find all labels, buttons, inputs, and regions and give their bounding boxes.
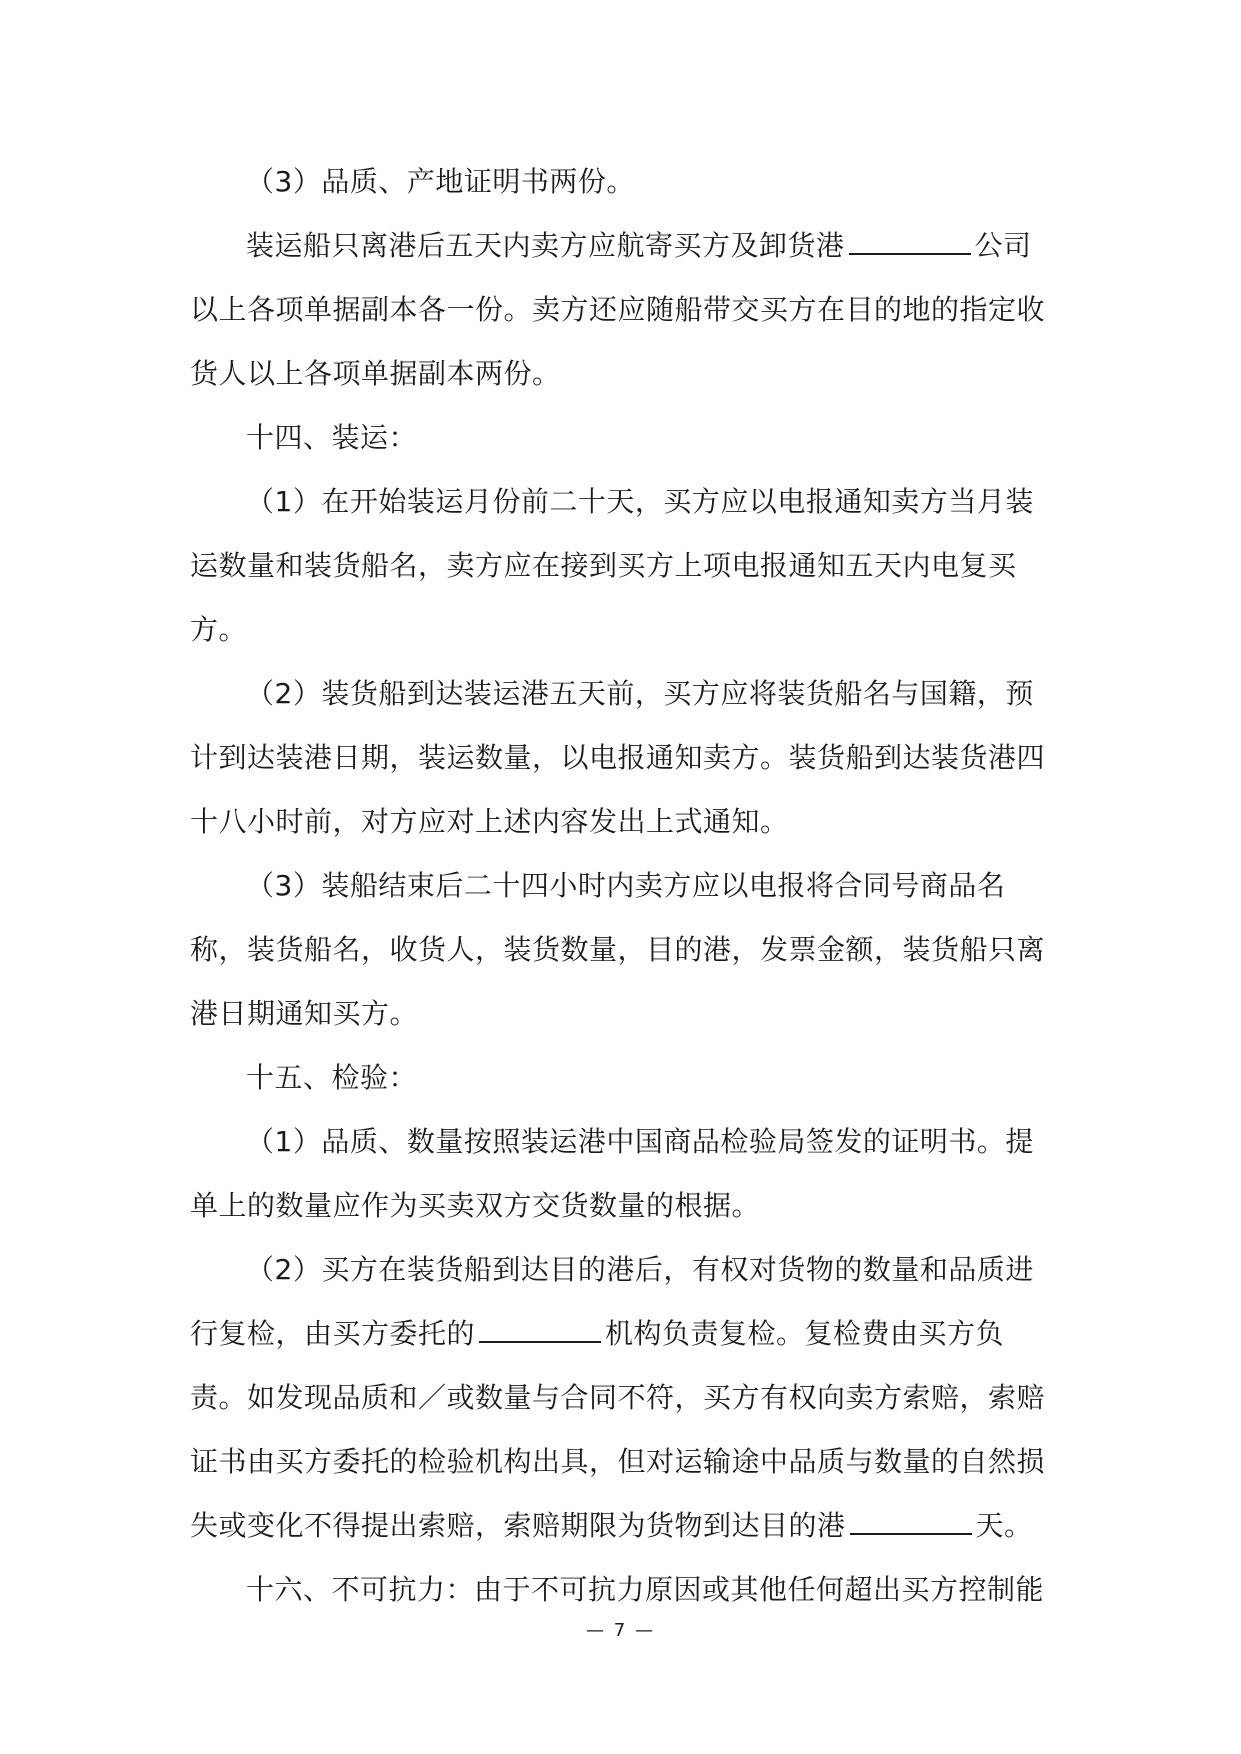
page-number: — 7 — — [586, 1620, 655, 1641]
paragraph-shipment-2: （2）装货船到达装运港五天前，买方应将装货船名与国籍，预计到达装港日期，装运数量，以电报通知卖方。装货船到达装货港四十八小时前，对方应对上述内容发出上式通知。 — [190, 677, 1046, 838]
paragraph-3-certificates: （3）品质、产地证明书两份。 — [246, 165, 635, 198]
paragraph-shipment-1: （1）在开始装运月份前二十天，买方应以电报通知卖方当月装运数量和装货船名，卖方应在接到买方上项电报通知五天内电复买方。 — [190, 485, 1034, 646]
section-heading-shipment: 十四、装运： — [246, 421, 418, 454]
paragraph-text: （2）买方在装货船到达目的港后，有权对货物的数量和品质进行复检，由买方委托的 — [190, 1253, 1034, 1350]
paragraph-text: 机构负责复检。复检费由买方负责。如发现品质和／或数量与合同不符，买方有权向卖方索赔，索赔证书由买方委托的检验机构出具，但对运输途中品质与数量的自然损失或变化不得提出索赔，索赔期限为货物到达目的港 — [190, 1317, 1046, 1542]
blank-line — [849, 231, 971, 255]
blank-line — [850, 1511, 972, 1535]
paragraph-text: 公司以上各项单据副本各一份。卖方还应随船带交买方在目的地的指定收货人以上各项单据副本两份。 — [190, 229, 1046, 390]
paragraph-text: 天。 — [975, 1509, 1033, 1542]
paragraph-text: 装运船只离港后五天内卖方应航寄买方及卸货港 — [246, 229, 845, 262]
paragraph-shipment-3: （3）装船结束后二十四小时内卖方应以电报将合同号商品名称，装货船名，收货人，装货数量，目的港，发票金额，装货船只离港日期通知买方。 — [190, 869, 1046, 1030]
blank-line — [479, 1319, 601, 1343]
section-heading-force-majeure: 十六、不可抗力：由于不可抗力原因或其他任何超出买方控制能 — [246, 1573, 1045, 1606]
document-body — [190, 150, 1060, 1622]
section-heading-inspection: 十五、检验： — [246, 1061, 418, 1094]
paragraph-inspection-2 — [190, 1238, 1060, 1558]
paragraph-inspection-1: （1）品质、数量按照装运港中国商品检验局签发的证明书。提单上的数量应作为买卖双方交货数量的根据。 — [190, 1125, 1034, 1222]
paragraph-document-mailing — [190, 214, 1060, 406]
